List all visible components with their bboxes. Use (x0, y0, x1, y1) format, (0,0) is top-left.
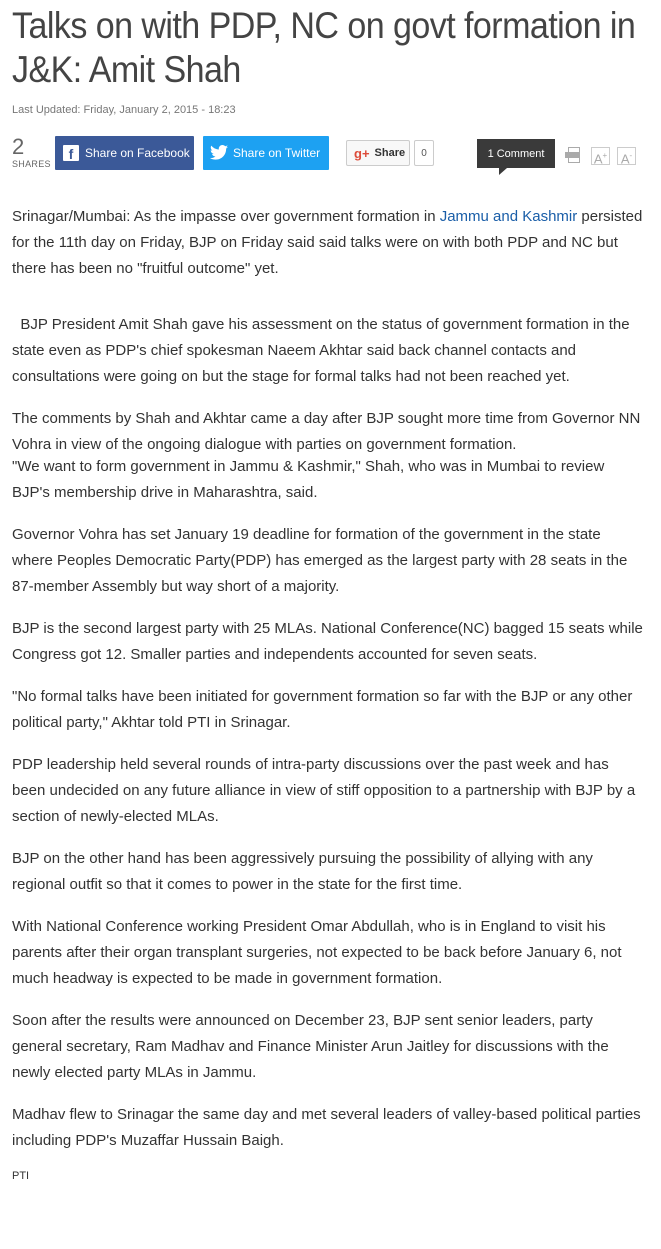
google-plus-icon: g+ (354, 145, 370, 161)
jammu-kashmir-link[interactable]: Jammu and Kashmir (439, 208, 578, 225)
share-twitter-label: Share on Twitter (233, 146, 321, 160)
twitter-icon (209, 145, 229, 161)
paragraph: The comments by Shah and Akhtar came a day after BJP sought more time from Governor NN Vohra in view of the ongoing dialogue with parties on government formation. (12, 410, 641, 453)
share-twitter-button[interactable] (203, 136, 329, 170)
facebook-icon: f (63, 145, 79, 161)
font-decrease-button[interactable]: A- (617, 147, 636, 165)
paragraph: PDP leadership held several rounds of intra-party discussions over the past week and has been undecided on any future alliance in view of stiff opposition to a partnership with BJP by a section of newly-elected MLAs. (12, 756, 636, 825)
paragraph: "We want to form government in Jammu & Kashmir," Shah, who was in Mumbai to review BJP's membership drive in Maharashtra, said. (12, 458, 605, 501)
article-headline: Talks on with PDP, NC on govt formation in J&K: Amit Shah (12, 5, 636, 90)
share-facebook-label: Share on Facebook (85, 146, 190, 160)
paragraph: BJP on the other hand has been aggressively pursuing the possibility of allying with any regional outfit so that it comes to power in the state for the first time. (12, 850, 593, 893)
paragraph: Soon after the results were announced on December 23, BJP sent senior leaders, party general secretary, Ram Madhav and Finance Minister Arun Jaitley for discussions with the newly elected party MLAs in Jammu. (12, 1012, 609, 1081)
paragraph: Governor Vohra has set January 19 deadline for formation of the government in the state where Peoples Democratic Party(PDP) has emerged as the largest party with 28 seats in the 87-member Assembly but way short of a majority. (12, 526, 628, 595)
google-plus-label: Share (374, 147, 406, 159)
font-increase-button[interactable]: A+ (591, 147, 610, 165)
paragraph: Madhav flew to Srinagar the same day and met several leaders of valley-based political parties including PDP's Muzaffar Hussain Baigh. (12, 1106, 641, 1149)
article (12, 0, 652, 1182)
google-plus-share-button[interactable] (346, 140, 410, 166)
paragraph: BJP is the second largest party with 25 MLAs. National Conference(NC) bagged 15 seats while Congress got 12. Smaller parties and independents accounted for seven seats. (12, 620, 643, 663)
share-bar (12, 136, 652, 184)
share-facebook-button[interactable] (55, 136, 194, 170)
print-icon[interactable] (565, 147, 581, 161)
last-updated: Last Updated: Friday, January 2, 2015 - 18:23 (12, 104, 236, 116)
paragraph: Srinagar/Mumbai: As the impasse over government formation in Jammu and Kashmir persisted for the 11th day on Friday, BJP on Friday said said talks were on with both PDP and NC but there has been no "fruitful outcome" yet. (12, 208, 643, 277)
share-count (12, 136, 52, 169)
article-credit: PTI (12, 1170, 30, 1182)
share-count-label: SHARES (12, 159, 51, 169)
paragraph: BJP President Amit Shah gave his assessment on the status of government formation in the state even as PDP's chief spokesman Naeem Akhtar said back channel contacts and consultations were going on but the stage for formal talks had not been reached yet. (12, 316, 630, 385)
comments-button[interactable]: 1 Comment (477, 139, 555, 168)
share-count-number: 2 (12, 134, 25, 159)
google-plus-count: 0 (414, 140, 434, 166)
paragraph: With National Conference working President Omar Abdullah, who is in England to visit his parents after their organ transplant surgeries, not expected to be back before January 6, not much headway is expected to be made in government formation. (12, 918, 622, 987)
paragraph: "No formal talks have been initiated for government formation so far with the BJP or any other political party," Akhtar told PTI in Srinagar. (12, 688, 633, 731)
article-body (12, 204, 644, 1182)
